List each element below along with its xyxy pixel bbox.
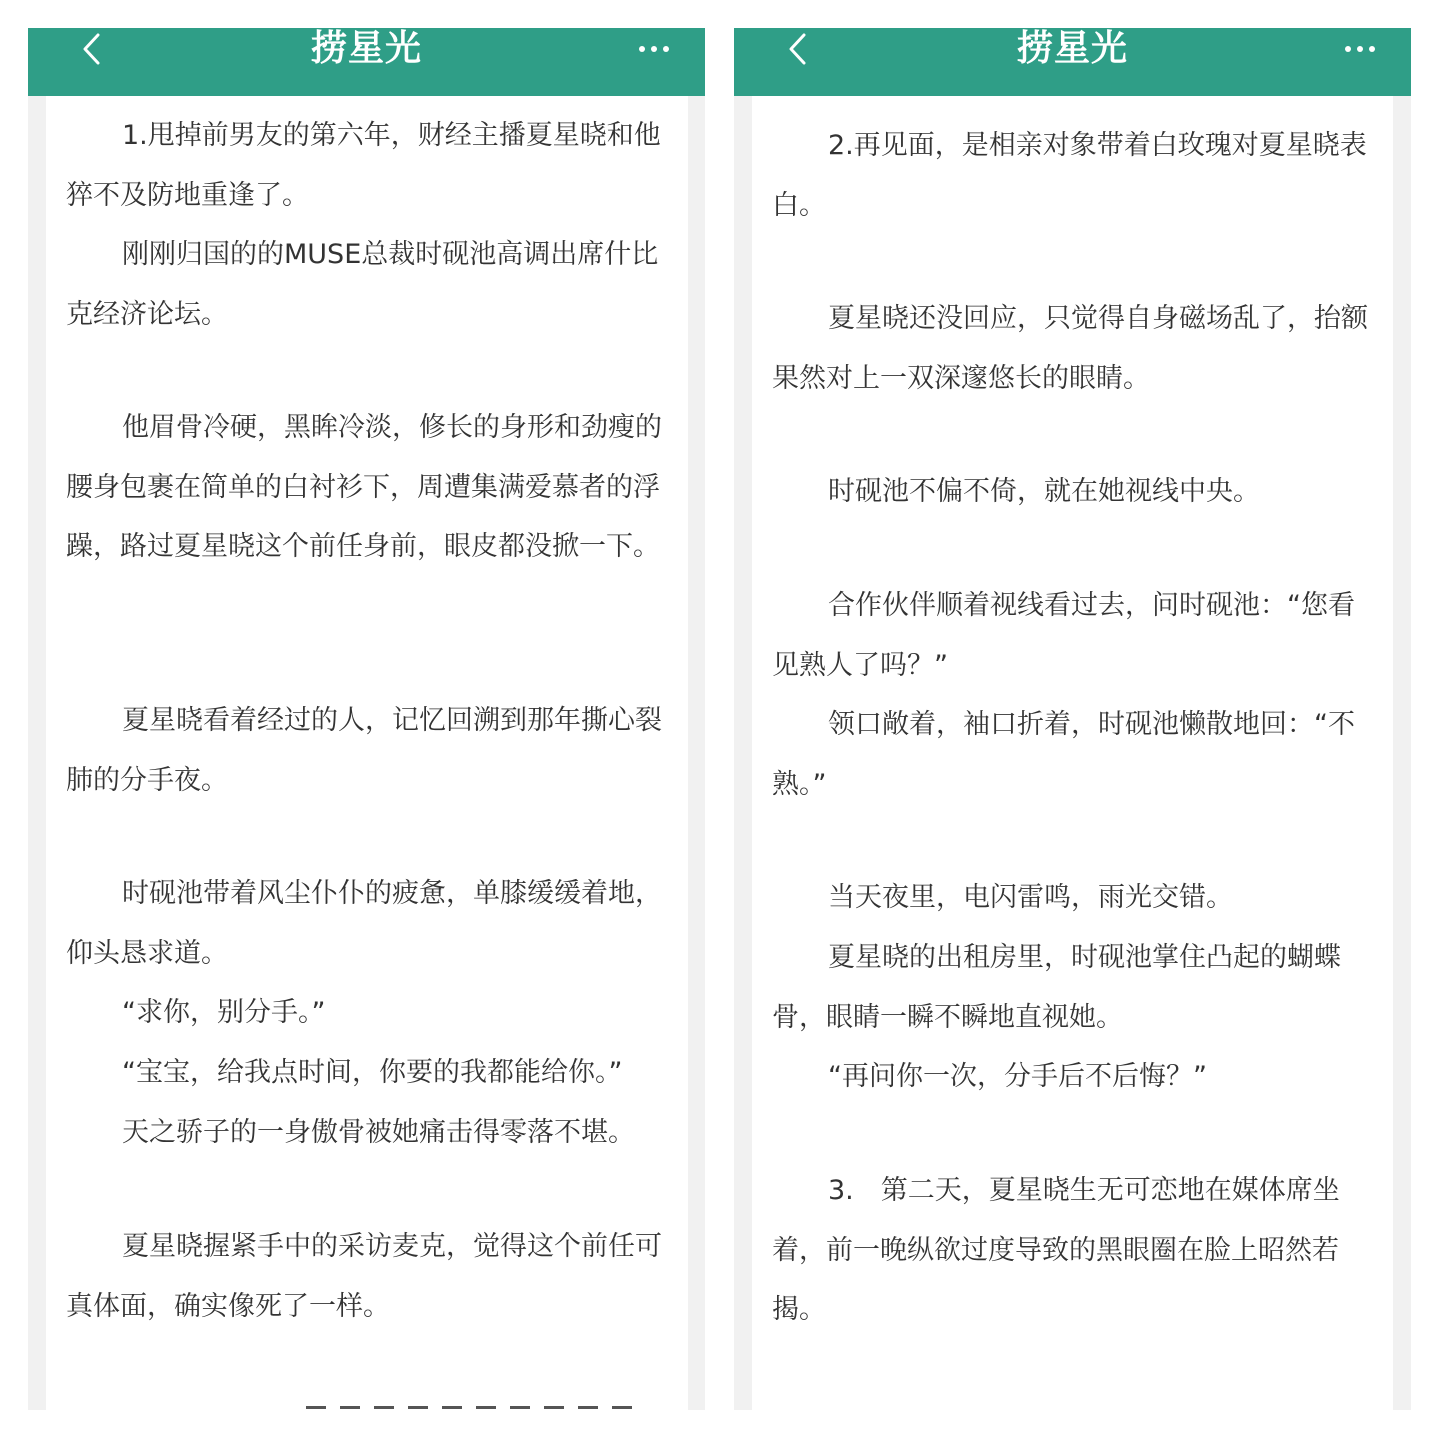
more-button[interactable] [1339, 36, 1383, 62]
paragraph: 时砚池带着风尘仆仆的疲惫，单膝缓缓着地，仰头恳求道。 [66, 878, 662, 969]
paragraph: “宝宝，给我点时间，你要的我都能给你。” [122, 1057, 623, 1088]
page-title: 捞星光 [310, 28, 422, 69]
paragraph: “再问你一次，分手后不后悔？” [828, 1061, 1207, 1092]
paragraph: 领口敞着，袖口折着，时砚池懒散地回：“不熟。” [772, 709, 1355, 800]
paragraph: 1.甩掉前男友的第六年，财经主播夏星晓和他猝不及防地重逢了。 [66, 120, 661, 211]
page-title: 捞星光 [1016, 28, 1128, 69]
top-bar [734, 28, 1411, 96]
top-bar [28, 28, 705, 96]
paragraph: “求你，别分手。” [122, 997, 326, 1028]
paragraph: 当天夜里，电闪雷鸣，雨光交错。 [828, 882, 1233, 913]
paragraph: 时砚池不偏不倚，就在她视线中央。 [828, 476, 1260, 507]
chapter-content [46, 96, 688, 1410]
paragraph: 夏星晓的出租房里，时砚池掌住凸起的蝴蝶骨，眼睛一瞬不瞬地直视她。 [772, 942, 1341, 1033]
paragraph: 天之骄子的一身傲骨被她痛击得零落不堪。 [122, 1117, 635, 1148]
more-button[interactable] [633, 36, 677, 62]
paragraph: 3. 第二天，夏星晓生无可恋地在媒体席坐着，前一晚纵欲过度导致的黑眼圈在脸上昭然若揭。 [772, 1175, 1340, 1325]
paragraph: 2.再见面，是相亲对象带着白玫瑰对夏星晓表白。 [772, 130, 1367, 221]
cut-off-text-line [306, 1402, 666, 1410]
reader-screen-right [734, 28, 1411, 1410]
paragraph: 夏星晓还没回应，只觉得自身磁场乱了，抬额果然对上一双深邃悠长的眼睛。 [772, 303, 1368, 394]
paragraph: 夏星晓看着经过的人，记忆回溯到那年撕心裂肺的分手夜。 [66, 705, 662, 796]
reader-screen-left [28, 28, 705, 1410]
paragraph: 刚刚归国的的MUSE总裁时砚池高调出席什比克经济论坛。 [66, 239, 659, 330]
paragraph: 他眉骨冷硬，黑眸冷淡，修长的身形和劲瘦的腰身包裹在简单的白衬衫下，周遭集满爱慕者的浮躁，路过夏星晓这个前任身前，眼皮都没掀一下。 [66, 412, 662, 562]
paragraph: 合作伙伴顺着视线看过去，问时砚池：“您看见熟人了吗？” [772, 590, 1355, 681]
chapter-content [752, 96, 1393, 1410]
paragraph: 夏星晓握紧手中的采访麦克，觉得这个前任可真体面，确实像死了一样。 [66, 1231, 662, 1322]
